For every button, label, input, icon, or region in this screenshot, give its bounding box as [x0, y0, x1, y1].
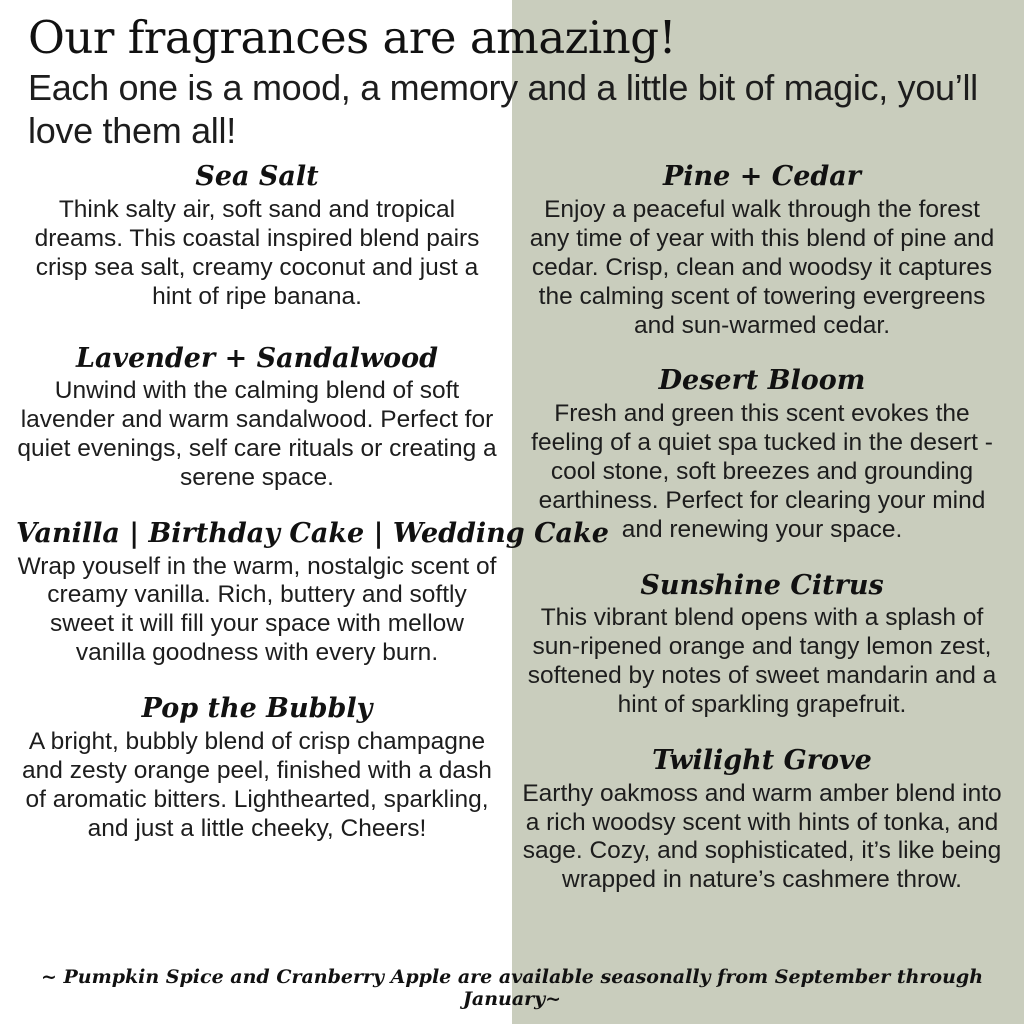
fragrance-name: Pine + Cedar	[662, 161, 862, 193]
page-title: Our fragrances are amazing!	[28, 11, 677, 64]
fragrance-description: Earthy oakmoss and warm amber blend into a rich woodsy scent with hints of tonka, and sage. Cozy, and sophisticated, it’s like being wrapped in nature’s cashmere throw.	[522, 779, 1002, 894]
fragrance-description: A bright, bubbly blend of crisp champagne and zesty orange peel, finished with a dash of aromatic bitters. Lighthearted, sparkling, and just a little cheeky, Cheers!	[22, 727, 492, 842]
fragrance-name: Vanilla | Birthday Cake | Wedding Cake	[16, 517, 609, 549]
fragrance-description: This vibrant blend opens with a splash of sun-ripened orange and tangy lemon zest, softened by notes of sweet mandarin and a hint of sparkling grapefruit.	[527, 604, 997, 719]
fragrance-item	[522, 571, 1002, 720]
fragrance-description: Fresh and green this scent evokes the feeling of a quiet spa tucked in the desert - cool stone, soft breezes and grounding earthiness. Perfect for clearing your mind and renewing your space.	[531, 400, 993, 543]
right-fragrance-column	[512, 162, 1008, 921]
fragrance-description: Unwind with the calming blend of soft lavender and warm sandalwood. Perfect for quiet evenings, self care rituals or creating a serene space.	[17, 377, 497, 491]
fragrance-item	[16, 517, 609, 668]
fragrance-name: Twilight Grove	[652, 744, 872, 776]
fragrance-name: Sunshine Citrus	[640, 569, 884, 601]
fragrance-description: Enjoy a peaceful walk through the forest any time of year with this blend of pine and cedar. Crisp, clean and woodsy it captures the calming scent of towering evergreens and sun-warmed cedar.	[529, 195, 995, 339]
fragrance-item	[16, 694, 498, 843]
fragrance-item	[16, 162, 498, 311]
fragrance-name: Sea Salt	[195, 161, 319, 193]
fragrance-description: Think salty air, soft sand and tropical dreams. This coastal inspired blend pairs crisp sea salt, creamy coconut and just a hint of ripe banana.	[34, 195, 480, 310]
fragrance-item	[522, 366, 1002, 544]
left-fragrance-column	[16, 161, 609, 921]
fragrance-columns	[16, 162, 1008, 921]
fragrance-description: Wrap youself in the warm, nostalgic scent of creamy vanilla. Rich, buttery and softly sweet it will fill your space with mellow vanilla goodness with every burn.	[17, 552, 497, 667]
page-subtitle: Each one is a mood, a memory and a little bit of magic, you’ll love them all!	[28, 67, 978, 151]
fragrance-name: Lavender + Sandalwood	[75, 342, 439, 374]
seasonal-footnote: ~ Pumpkin Spice and Cranberry Apple are available seasonally from September through January~	[40, 966, 984, 1010]
heading-block	[16, 11, 1008, 152]
fragrance-item	[522, 746, 1002, 895]
fragrance-name: Pop the Bubbly	[141, 693, 373, 725]
fragrance-name: Desert Bloom	[658, 365, 866, 397]
fragrance-item	[16, 344, 498, 493]
fragrance-item	[522, 162, 1002, 340]
